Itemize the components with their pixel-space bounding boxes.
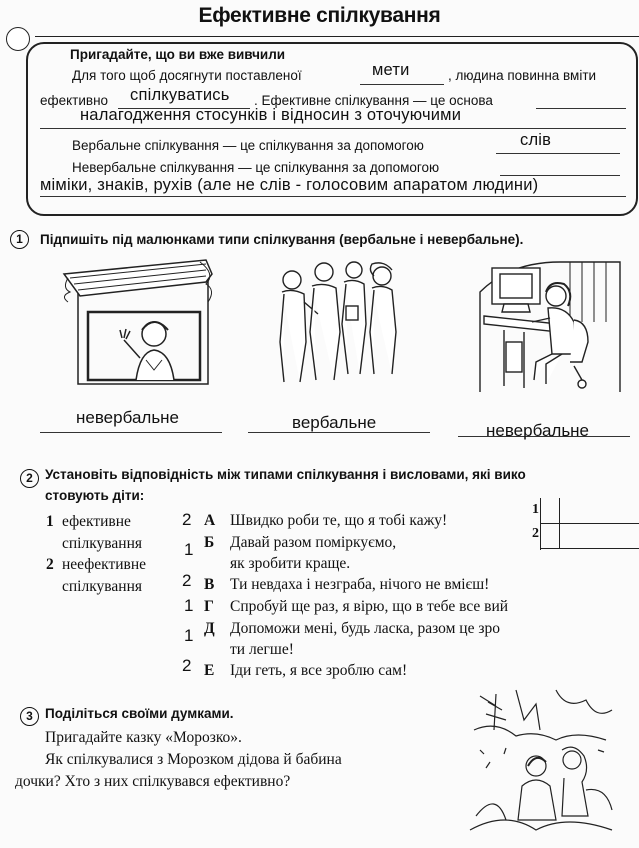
statement-v-letter: В	[204, 576, 215, 593]
recall-line6-blank	[40, 196, 626, 197]
title-divider	[35, 36, 639, 37]
recall-line1-text: Для того щоб досягнути поставленої	[72, 68, 302, 83]
task1-instruction: Підпишіть під малюнками типи спілкування (вербальне і невербальне).	[40, 232, 524, 247]
recall-line1-answer: мети	[372, 61, 410, 79]
statement-g-letter: Г	[204, 598, 214, 615]
recall-line3-answer: налагодження стосунків і відносин з оточуючими	[80, 106, 462, 124]
statement-v-answer: 2	[182, 571, 192, 590]
recall-line2-blank2	[536, 108, 626, 109]
type2-line1: неефективне	[62, 556, 147, 573]
statement-b-answer: 1	[184, 540, 194, 559]
picture2-answer: вербальне	[292, 413, 377, 432]
picture1-answer: невербальне	[76, 408, 180, 427]
task3-paragraph2-line1: Як спілкувалися з Морозком дідова й бабина	[45, 751, 342, 768]
recall-line4-blank	[496, 153, 620, 154]
recall-line5-text: Невербальне спілкування — це спілкування за допомогою	[72, 160, 440, 175]
statement-d-text: Допоможи мені, будь ласка, разом це зро	[230, 620, 500, 637]
task3-paragraph2-line2: дочки? Хто з них спілкувався ефективно?	[15, 773, 291, 790]
answer-grid-row2: 2	[532, 526, 539, 541]
statement-a-answer: 2	[182, 510, 192, 529]
statement-e-answer: 2	[182, 656, 192, 675]
picture3-answer: невербальне	[486, 421, 590, 440]
task3-paragraph1: Пригадайте казку «Морозко».	[45, 729, 242, 746]
type2-number: 2	[46, 556, 54, 573]
recall-line1-blank	[360, 84, 444, 85]
recall-heading: Пригадайте, що ви вже вивчили	[70, 47, 286, 62]
statement-g-answer: 1	[184, 596, 194, 615]
type1-line1: ефективне	[62, 513, 131, 530]
recall-line2-answer: спілкуватись	[130, 86, 230, 104]
statement-d-letter: Д	[204, 620, 215, 637]
statement-g-text: Спробуй ще раз, я вірю, що в тебе все вий	[230, 598, 509, 615]
recall-line4-answer: слів	[520, 131, 552, 149]
recall-line3-blank	[40, 128, 626, 129]
recall-line4-text: Вербальне спілкування — це спілкування за допомогою	[72, 138, 424, 153]
girl-at-computer-illustration	[470, 262, 628, 394]
statement-v-text: Ти невдаха і незграба, нічого не вмієш!	[230, 576, 490, 593]
statement-a-text: Швидко роби те, що я тобі кажу!	[230, 512, 448, 529]
statement-b-text-cont: як зробити краще.	[230, 555, 351, 572]
task1-number: 1	[10, 230, 29, 249]
type1-line2: спілкування	[62, 535, 142, 552]
binder-hole-icon	[6, 27, 30, 51]
task3-number: 3	[20, 707, 39, 726]
recall-line2-tail: . Ефективне спілкування — це основа	[254, 93, 493, 108]
type1-number: 1	[46, 513, 54, 530]
statement-d-text-cont: ти легше!	[230, 641, 294, 658]
waving-child-illustration	[56, 262, 214, 390]
page-title: Ефективне спілкування	[198, 4, 441, 27]
task2-instruction-line1: Установіть відповідність між типами спілкування і висловами, які вико	[45, 467, 526, 482]
answer-grid	[540, 498, 639, 550]
statement-e-letter: Е	[204, 662, 215, 679]
answer-grid-row1: 1	[532, 502, 539, 517]
recall-line2-text: ефективно	[40, 93, 109, 108]
recall-line6-answer: міміки, знаків, рухів (але не слів - голосовим апаратом людини)	[40, 176, 539, 194]
picture1-answer-line	[40, 432, 222, 433]
morozko-illustration	[466, 690, 616, 840]
statement-e-text: Іди геть, я все зроблю сам!	[230, 662, 408, 679]
recall-line1-tail: , людина повинна вміти	[448, 68, 597, 83]
task2-instruction-line2: стовують діти:	[45, 488, 145, 503]
statement-b-letter: Б	[204, 534, 215, 551]
task3-instruction: Поділіться своїми думками.	[45, 706, 234, 721]
talking-teens-illustration	[262, 262, 412, 392]
statement-d-answer: 1	[184, 626, 194, 645]
task2-number: 2	[20, 469, 39, 488]
statement-a-letter: А	[204, 512, 216, 529]
statement-b-text: Давай разом поміркуємо,	[230, 534, 397, 551]
type2-line2: спілкування	[62, 578, 142, 595]
